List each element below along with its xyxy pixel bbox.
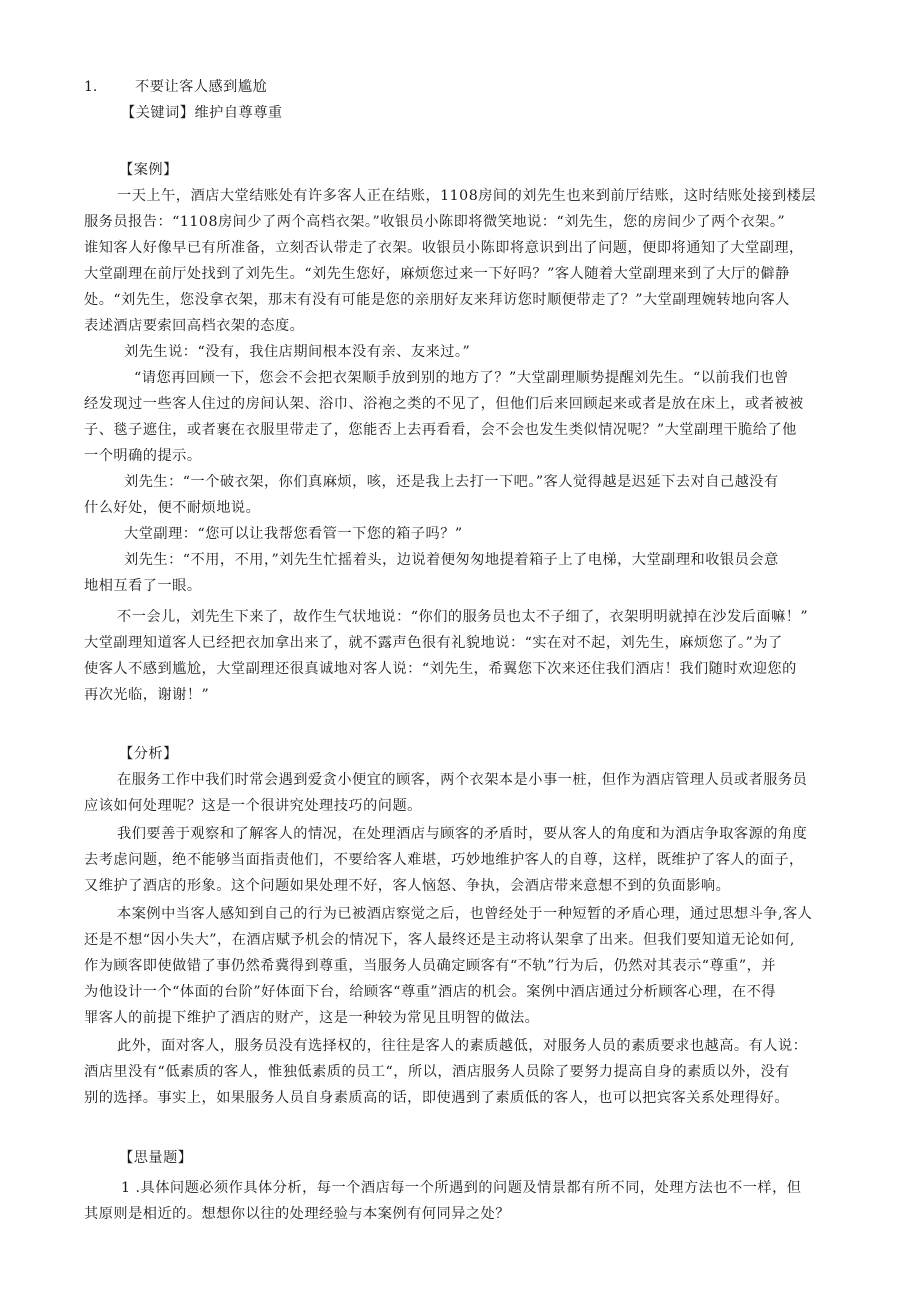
case-paragraph-line: 使客人不感到尴尬，大堂副理还很真诚地对客人说：“刘先生，希翼您下次来还住我们酒店！我们随时欢迎您的 <box>84 661 797 677</box>
analysis-paragraph-line: 罪客人的前提下维护了酒店的财产，这是一种较为常见且明智的做法。 <box>84 1010 540 1026</box>
case-paragraph-line: 谁知客人好像早已有所准备，立刻否认带走了衣架。收银员小陈即将意识到出了问题，便即将通知了大堂副理， <box>84 240 804 256</box>
case-paragraph-line: 不一会儿，刘先生下来了，故作生气状地说：“你们的服务员也太不子细了，衣架明明就掉在沙发后面嘛！” <box>117 609 809 625</box>
case-paragraph-line: 大堂副理：“您可以让我帮您看管一下您的箱子吗？” <box>124 526 463 542</box>
analysis-paragraph-line: 作为顾客即使做错了事仍然希冀得到尊重，当服务人员确定顾客有“不轨”行为后，仍然对其表示“尊重”，并 <box>84 958 776 974</box>
question-line: 其原则是相近的。想想你以往的处理经验与本案例有何同异之处？ <box>84 1206 510 1222</box>
case-paragraph-line: 刘先生说：“没有，我住店期间根本没有亲、友来过。” <box>124 344 471 360</box>
case-paragraph-line: 表述酒店要索回高档衣架的态度。 <box>84 318 305 334</box>
section-number: 1. <box>84 79 98 95</box>
keywords-line: 【关键词】维护自尊尊重 <box>121 105 283 121</box>
case-paragraph-line: 再次光临，谢谢！” <box>84 687 210 703</box>
analysis-paragraph-line: 又维护了酒店的形象。这个问题如果处理不好，客人恼怒、争执，会酒店带来意想不到的负面影响。 <box>84 878 731 894</box>
analysis-paragraph-line: 酒店里没有“低素质的客人，惟独低素质的员工“，所以，酒店服务人员除了要努力提高自身的素质以外，没有 <box>84 1064 790 1080</box>
analysis-heading: 【分析】 <box>119 746 178 762</box>
analysis-paragraph-line: 此外，面对客人，服务员没有选择权的，往往是客人的素质越低，对服务人员的素质要求也越高。有人说： <box>117 1038 808 1054</box>
analysis-paragraph-line: 别的选择。事实上，如果服务人员自身素质高的话，即使遇到了素质低的客人，也可以把宾客关系处理得好。 <box>84 1090 790 1106</box>
question-line: 1 .具体问题必须作具体分析，每一个酒店每一个所遇到的问题及情景都有所不同，处理方法也不一样，但 <box>121 1180 802 1196</box>
analysis-paragraph-line: 应该如何处理呢？这是一个很讲究处理技巧的问题。 <box>84 798 422 814</box>
case-paragraph-line: 服务员报告：“1108房间少了两个高档衣架。”收银员小陈即将微笑地说：“刘先生，您的房间少了两个衣架。” <box>84 214 786 230</box>
case-paragraph-line: 大堂副理在前厅处找到了刘先生。“刘先生您好，麻烦您过来一下好吗？”客人随着大堂副理来到了大厅的僻静 <box>84 266 790 282</box>
analysis-paragraph-line: 去考虑问题，绝不能够当面指责他们，不要给客人难堪，巧妙地维护客人的自尊，这样，既维护了客人的面子， <box>84 852 804 868</box>
analysis-paragraph-line: 我们要善于观察和了解客人的情况，在处理酒店与顾客的矛盾时，要从客人的角度和为酒店争取客源的角度 <box>117 826 808 842</box>
analysis-paragraph-line: 还是不想“因小失大”，在酒店赋予机会的情况下，客人最终还是主动将认架拿了出来。但我们要知道无论如何, <box>84 932 795 948</box>
case-paragraph-line: 子、毯子遮住，或者裹在衣服里带走了，您能否上去再看看，会不会也发生类似情况呢？”大堂副理干脆给了他 <box>84 422 797 438</box>
analysis-paragraph-line: 为他设计一个“体面的台阶”好体面下台，给顾客“尊重”酒店的机会。案例中酒店通过分析顾客心理，在不得 <box>84 984 776 1000</box>
analysis-paragraph-line: 在服务工作中我们时常会遇到爱贪小便宜的顾客，两个衣架本是小事一桩，但作为酒店管理人员或者服务员 <box>117 772 808 788</box>
analysis-paragraph-line: 本案例中当客人感知到自己的行为已被酒店察觉之后，也曾经处于一种短暂的矛盾心理，通过思想斗争,客人 <box>117 906 813 922</box>
section-title: 不要让客人感到尴尬 <box>135 79 268 95</box>
case-paragraph-line: 什么好处，便不耐烦地说。 <box>84 500 261 516</box>
case-paragraph-line: 处。“刘先生，您没拿衣架，那末有没有可能是您的亲朋好友来拜访您时顺便带走了？”大堂副理婉转地向客人 <box>84 292 790 308</box>
case-paragraph-line: 经发现过一些客人住过的房间认架、浴巾、浴袍之类的不见了，但他们后来回顾起来或者是放在床上，或者被被 <box>84 396 804 412</box>
case-paragraph-line: 刘先生：“不用，不用，”刘先生忙摇着头，边说着便匆匆地提着箱子上了电梯，大堂副理和收银员会意 <box>124 552 779 568</box>
case-paragraph-line: 一个明确的提示。 <box>84 448 202 464</box>
case-heading: 【案例】 <box>119 162 178 178</box>
case-paragraph-line: “请您再回顾一下，您会不会把衣架顺手放到别的地方了？”大堂副理顺势提醒刘先生。“以前我们也曾 <box>134 370 789 386</box>
case-paragraph-line: 刘先生：“一个破衣架，你们真麻烦，咳，还是我上去打一下吧。”客人觉得越是迟延下去对自己越没有 <box>124 474 779 490</box>
case-paragraph-line: 地相互看了一眼。 <box>84 578 202 594</box>
questions-heading: 【思量题】 <box>119 1150 193 1166</box>
case-paragraph-line: 大堂副理知道客人已经把衣加拿出来了，就不露声色很有礼貌地说：“实在对不起，刘先生，麻烦您了。”为了 <box>84 635 783 651</box>
case-paragraph-line: 一天上午，酒店大堂结账处有许多客人正在结账，1108房间的刘先生也来到前厅结账，这时结账处接到楼层 <box>117 188 817 204</box>
